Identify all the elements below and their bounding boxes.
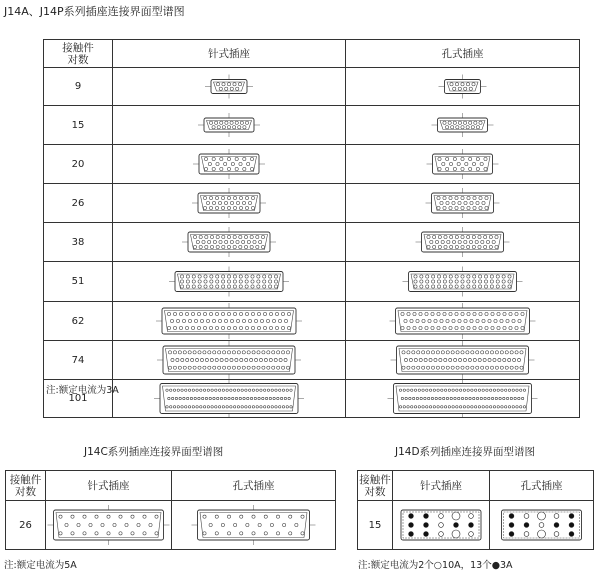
j14c-note: 注:额定电流为5A (4, 560, 77, 571)
pin-connector-101 (113, 380, 346, 418)
j14c-pin-connector (46, 501, 172, 550)
pin-connector-62 (113, 302, 346, 341)
main-title: J14A、J14P系列插座连接界面型谱图 (4, 5, 185, 18)
row-count: 101 (44, 380, 113, 418)
table-row (44, 341, 580, 380)
hole-connector-101 (346, 380, 580, 418)
row-count: 15 (358, 501, 393, 550)
table-row (44, 262, 580, 302)
hole-connector-26 (346, 184, 580, 223)
hole-connector-38 (346, 223, 580, 262)
col-hole-header: 孔式插座 (346, 40, 580, 68)
main-note: 注:额定电流为3A (46, 385, 119, 396)
j14d-pin-connector (393, 501, 490, 550)
pin-connector-51 (113, 262, 346, 302)
pin-connector-38 (113, 223, 346, 262)
table-row (44, 184, 580, 223)
j14c-table (5, 470, 336, 550)
j14c-col-hole-header: 孔式插座 (172, 471, 336, 501)
pin-connector-74 (113, 341, 346, 380)
pin-connector-20 (113, 145, 346, 184)
pin-connector-9 (113, 68, 346, 106)
table-row (44, 223, 580, 262)
j14d-title: J14D系列插座连接界面型谱图 (395, 446, 536, 458)
j14d-table (357, 470, 594, 550)
row-count: 74 (44, 341, 113, 380)
j14d-note: 注:额定电流为2个○10A，13个●3A (358, 560, 513, 571)
main-table (43, 39, 580, 418)
row-count: 62 (44, 302, 113, 341)
row-count: 26 (6, 501, 46, 550)
table-row (6, 501, 336, 550)
table-row (358, 501, 594, 550)
pin-connector-26 (113, 184, 346, 223)
pin-connector-15 (113, 106, 346, 145)
j14c-col-count-header: 接触件对数 (6, 471, 46, 501)
row-count: 51 (44, 262, 113, 302)
row-count: 15 (44, 106, 113, 145)
table-row (44, 68, 580, 106)
j14c-title: J14C系列插座连接界面型谱图 (84, 446, 224, 458)
hole-connector-74 (346, 341, 580, 380)
j14d-col-hole-header: 孔式插座 (490, 471, 594, 501)
row-count: 38 (44, 223, 113, 262)
hole-connector-62 (346, 302, 580, 341)
col-count-header: 接触件对数 (44, 40, 113, 68)
j14c-hole-connector (172, 501, 336, 550)
j14d-hole-connector (490, 501, 594, 550)
table-row (44, 145, 580, 184)
table-row (44, 302, 580, 341)
j14d-col-pin-header: 针式插座 (393, 471, 490, 501)
row-count: 20 (44, 145, 113, 184)
hole-connector-9 (346, 68, 580, 106)
row-count: 26 (44, 184, 113, 223)
j14d-col-count-header: 接触件对数 (358, 471, 393, 501)
row-count: 9 (44, 68, 113, 106)
j14c-col-pin-header: 针式插座 (46, 471, 172, 501)
hole-connector-20 (346, 145, 580, 184)
table-row (44, 106, 580, 145)
table-row (44, 380, 580, 418)
hole-connector-51 (346, 262, 580, 302)
col-pin-header: 针式插座 (113, 40, 346, 68)
hole-connector-15 (346, 106, 580, 145)
